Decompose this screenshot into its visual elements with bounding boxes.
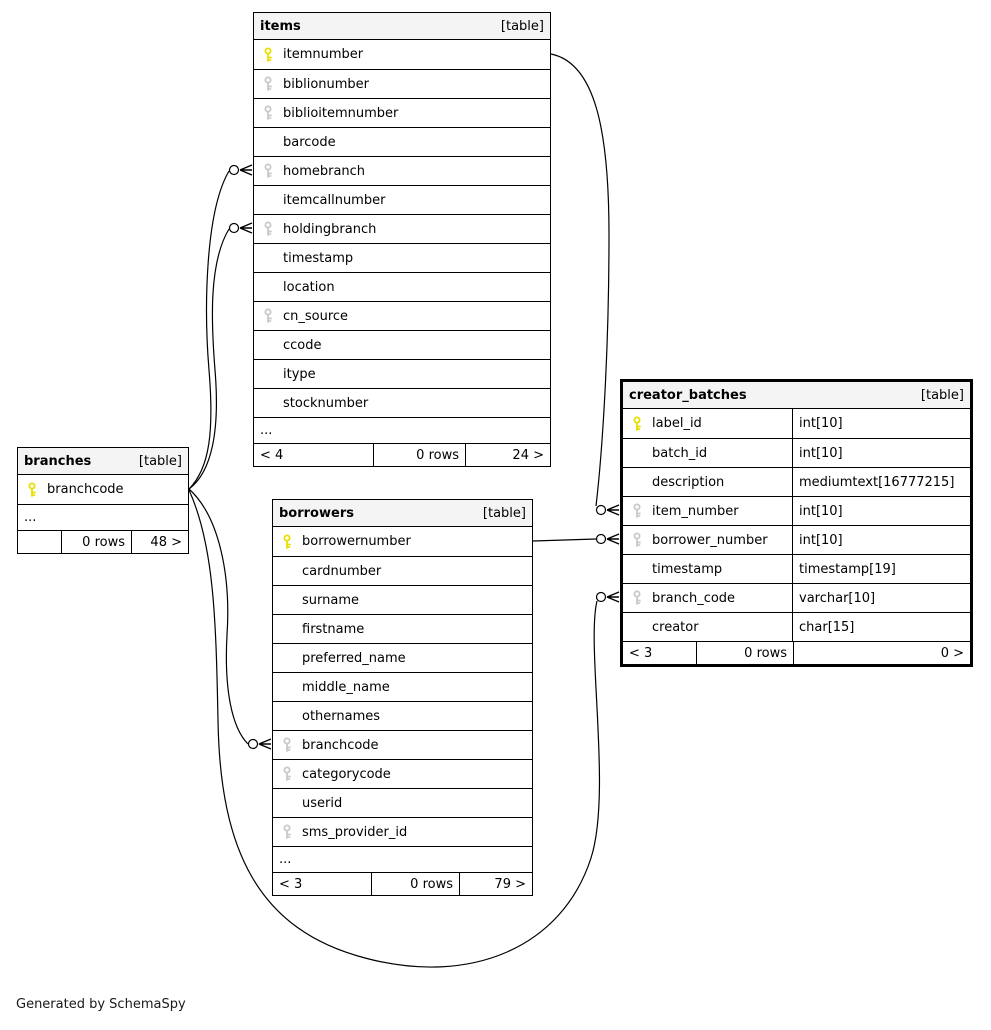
no-key-icon: [631, 561, 643, 577]
column-row-userid[interactable]: [273, 788, 532, 817]
more-columns-ellipsis: ...: [254, 417, 550, 443]
column-row-branch-code[interactable]: [623, 583, 970, 612]
primary-key-icon: [281, 534, 293, 550]
index-key-icon: [631, 590, 643, 606]
column-row-barcode[interactable]: [254, 127, 550, 156]
parent-count: [18, 531, 61, 553]
no-key-icon: [262, 250, 274, 266]
column-row-itype[interactable]: [254, 359, 550, 388]
column-type: int[10]: [799, 416, 843, 431]
column-row-stocknumber[interactable]: [254, 388, 550, 417]
column-name: item_number: [652, 503, 739, 519]
column-row-itemnumber[interactable]: [254, 40, 550, 69]
column-name: creator: [652, 619, 699, 635]
column-name: firstname: [302, 621, 365, 637]
row-count: 0 rows: [371, 873, 459, 895]
index-key-icon: [262, 105, 274, 121]
column-row-ccode[interactable]: [254, 330, 550, 359]
column-name: itemcallnumber: [283, 192, 386, 208]
fk-line-branches-branchcode-to-borrowers-branchcode: [189, 489, 248, 744]
index-key-icon: [262, 163, 274, 179]
fk-line-branches-branchcode-to-items-holdingbranch: [189, 229, 229, 489]
index-key-icon: [262, 308, 274, 324]
column-row-branchcode[interactable]: [18, 475, 188, 504]
index-key-icon: [262, 76, 274, 92]
column-row-surname[interactable]: [273, 585, 532, 614]
fk-line-borrowers-borrowernumber-to-creator-batches-borrower-number: [533, 539, 596, 541]
no-key-icon: [281, 708, 293, 724]
crowfoot-endpoint-items-holdingbranch: [230, 223, 253, 233]
column-name: stocknumber: [283, 395, 369, 411]
index-key-icon: [281, 824, 293, 840]
column-name: timestamp: [652, 561, 723, 577]
parent-count: < 4: [260, 447, 284, 463]
column-type: int[10]: [799, 532, 843, 548]
no-key-icon: [281, 650, 293, 666]
table-borrowers-footer: [273, 872, 532, 895]
column-name: surname: [302, 592, 359, 608]
table-name: creator_batches: [629, 387, 747, 403]
fk-line-items-itemnumber-to-creator-batches-item-number: [551, 54, 609, 506]
column-name: branch_code: [652, 590, 736, 606]
column-row-branchcode[interactable]: [273, 730, 532, 759]
table-creator-batches-header[interactable]: [623, 382, 970, 409]
child-count: 0 >: [793, 642, 970, 664]
table-name: items: [260, 18, 301, 34]
no-key-icon: [262, 337, 274, 353]
column-row-description[interactable]: [623, 467, 970, 496]
fk-line-branches-branchcode-to-items-homebranch: [189, 171, 229, 489]
table-items-header[interactable]: [254, 13, 550, 40]
column-type: timestamp[19]: [799, 561, 896, 577]
table-branches-header[interactable]: [18, 448, 188, 475]
table-branches: [17, 447, 189, 554]
column-row-itemcallnumber[interactable]: [254, 185, 550, 214]
column-row-label-id[interactable]: [623, 409, 970, 438]
child-count: 79 >: [459, 873, 532, 895]
parent-count: < 3: [279, 876, 303, 892]
column-row-borrower-number[interactable]: [623, 525, 970, 554]
table-creator-batches: [620, 379, 973, 667]
no-key-icon: [281, 592, 293, 608]
column-row-firstname[interactable]: [273, 614, 532, 643]
no-key-icon: [281, 563, 293, 579]
column-name: branchcode: [47, 482, 124, 497]
crowfoot-endpoint-creator-batches-item-number: [597, 505, 620, 515]
index-key-icon: [281, 766, 293, 782]
no-key-icon: [281, 795, 293, 811]
primary-key-icon: [262, 47, 274, 63]
no-key-icon: [262, 395, 274, 411]
index-key-icon: [631, 503, 643, 519]
column-name: biblioitemnumber: [283, 105, 399, 121]
table-creator-batches-footer: [623, 641, 970, 664]
child-count: 48 >: [131, 531, 188, 553]
column-row-batch-id[interactable]: [623, 438, 970, 467]
table-tag: [table]: [482, 505, 526, 521]
column-name: sms_provider_id: [302, 824, 408, 840]
no-key-icon: [631, 474, 643, 490]
column-row-othernames[interactable]: [273, 701, 532, 730]
column-row-holdingbranch[interactable]: [254, 214, 550, 243]
column-name: location: [283, 279, 335, 295]
column-name: biblionumber: [283, 76, 370, 92]
column-type: char[15]: [799, 619, 855, 635]
row-count: 0 rows: [373, 444, 465, 466]
table-items: [253, 12, 551, 467]
column-name: cardnumber: [302, 563, 382, 579]
column-name: borrowernumber: [302, 534, 411, 549]
column-row-middle-name[interactable]: [273, 672, 532, 701]
column-name: branchcode: [302, 737, 379, 753]
column-name: timestamp: [283, 250, 354, 266]
column-row-biblionumber[interactable]: [254, 69, 550, 98]
index-key-icon: [631, 532, 643, 548]
table-name: branches: [24, 453, 92, 469]
no-key-icon: [631, 445, 643, 461]
column-name: ccode: [283, 337, 322, 353]
no-key-icon: [281, 679, 293, 695]
column-row-borrowernumber[interactable]: [273, 527, 532, 556]
table-borrowers: [272, 499, 533, 896]
table-tag: [table]: [920, 387, 964, 403]
column-name: borrower_number: [652, 532, 768, 548]
column-name: holdingbranch: [283, 221, 377, 237]
column-type: varchar[10]: [799, 590, 876, 606]
crowfoot-endpoint-borrowers-branchcode: [249, 739, 272, 749]
column-row-categorycode[interactable]: [273, 759, 532, 788]
no-key-icon: [281, 621, 293, 637]
crowfoot-endpoint-items-homebranch: [230, 165, 253, 175]
index-key-icon: [262, 221, 274, 237]
parent-count: < 3: [629, 645, 653, 661]
column-name: description: [652, 474, 725, 490]
more-columns-ellipsis: ...: [273, 846, 532, 872]
index-key-icon: [281, 737, 293, 753]
column-name: itemnumber: [283, 47, 364, 62]
column-name: barcode: [283, 134, 336, 150]
crowfoot-endpoint-creator-batches-branch-code: [597, 592, 620, 602]
column-name: batch_id: [652, 445, 708, 461]
column-name: homebranch: [283, 163, 366, 179]
column-row-timestamp[interactable]: [623, 554, 970, 583]
column-name: label_id: [652, 416, 702, 431]
more-columns-ellipsis: ...: [18, 504, 188, 530]
column-name: preferred_name: [302, 650, 406, 666]
column-name: cn_source: [283, 308, 349, 324]
generated-by-note: Generated by SchemaSpy: [16, 997, 186, 1012]
table-items-footer: [254, 443, 550, 466]
column-name: middle_name: [302, 679, 390, 695]
child-count: 24 >: [465, 444, 550, 466]
no-key-icon: [262, 192, 274, 208]
column-row-homebranch[interactable]: [254, 156, 550, 185]
table-borrowers-header[interactable]: [273, 500, 532, 527]
column-name: itype: [283, 366, 316, 382]
column-row-preferred-name[interactable]: [273, 643, 532, 672]
column-row-creator[interactable]: [623, 612, 970, 641]
no-key-icon: [262, 134, 274, 150]
column-row-cardnumber[interactable]: [273, 556, 532, 585]
table-name: borrowers: [279, 505, 354, 521]
column-name: categorycode: [302, 766, 391, 782]
table-tag: [table]: [138, 453, 182, 469]
row-count: 0 rows: [696, 642, 793, 664]
primary-key-icon: [631, 416, 643, 432]
crowfoot-endpoint-creator-batches-borrower-number: [597, 534, 620, 544]
column-row-item-number[interactable]: [623, 496, 970, 525]
table-tag: [table]: [500, 18, 544, 34]
row-count: 0 rows: [61, 531, 131, 553]
column-name: userid: [302, 795, 343, 811]
column-type: int[10]: [799, 445, 843, 461]
column-row-sms-provider-id[interactable]: [273, 817, 532, 846]
column-row-cn-source[interactable]: [254, 301, 550, 330]
no-key-icon: [631, 619, 643, 635]
column-row-timestamp[interactable]: [254, 243, 550, 272]
column-type: int[10]: [799, 503, 843, 519]
table-branches-footer: [18, 530, 188, 553]
column-type: mediumtext[16777215]: [799, 474, 955, 490]
primary-key-icon: [26, 482, 38, 498]
no-key-icon: [262, 279, 274, 295]
column-row-location[interactable]: [254, 272, 550, 301]
column-row-biblioitemnumber[interactable]: [254, 98, 550, 127]
column-name: othernames: [302, 708, 381, 724]
no-key-icon: [262, 366, 274, 382]
